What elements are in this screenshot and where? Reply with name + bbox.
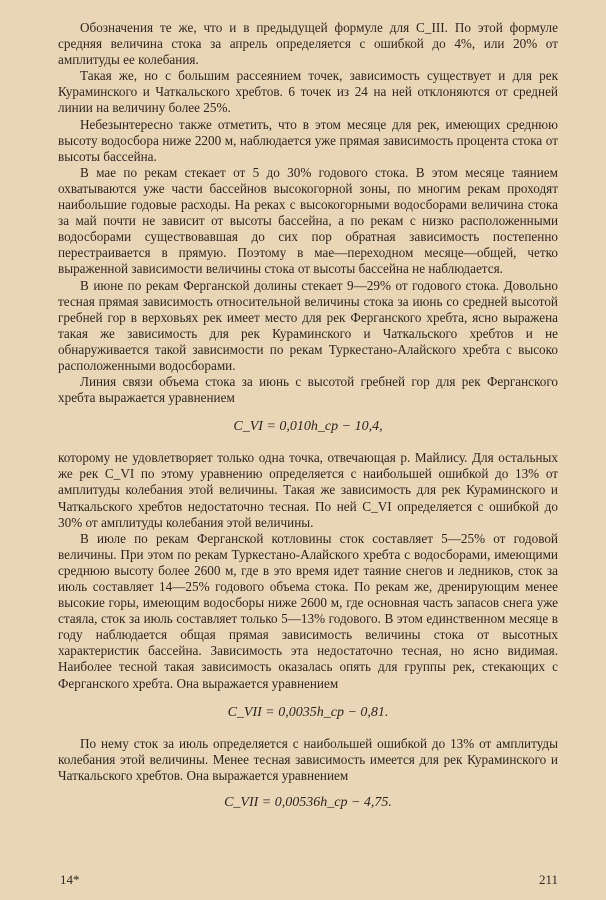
paragraph: По нему сток за июль определяется с наибольшей ошибкой до 13% от амплитуды колебания этой величины. Менее тесная зависимость имеется для рек Кураминского и Чаткальского хребтов. Она выражается уравнением bbox=[58, 735, 558, 783]
paragraph: Небезынтересно также отметить, что в этом месяце для рек, имеющих среднюю высоту водосбора ниже 2200 м, наблюдается уже прямая зависимость процента стока от высоты бассейна. bbox=[58, 116, 558, 164]
page-number: 211 bbox=[538, 872, 558, 887]
paragraph: В июне по рекам Ферганской долины стекает 9—29% от годового стока. Довольно тесная прямая зависимость относительной величины стока за июнь со средней высотой гребней гор в верховьях рек имеет место для рек Ферганского хребта, ясно выражена такая же зависимость для рек Кураминского и Чаткальского хребтов и не обнаруживается такой зависимости по рекам Туркестано-Алайского хребта с высоко расположенными водосборами. bbox=[58, 277, 558, 373]
formula: C_VI = 0,010h_ср − 10,4, bbox=[233, 419, 383, 435]
formula: C_VII = 0,00536h_ср − 4,75. bbox=[224, 794, 392, 810]
paragraph: В июле по рекам Ферганской котловины сток составляет 5—25% от годовой величины. При этом по рекам Туркестано-Алайского хребта с водосборами, имеющими среднюю высоту более 2600 м, где в это время идет таяние снегов и ледников, сток за июль составляет 14—25% годового объема стока. По рекам же, дренирующим менее высокие горы, имеющим водосборы ниже 2600 м, где основная часть запасов снега уже стаяла, сток за июль составляет только 5—13% годового. В этом единственном месяце в году наблюдается общая прямая зависимость величины стока от высотных характеристик бассейна. Зависимость эта недостаточно тесная, но ясно видимая. Наиболее тесной такая зависимость оказалась опять для группы рек, стекающих с Ферганского хребта. Она выражается уравнением bbox=[58, 530, 558, 691]
paragraph: В мае по рекам стекает от 5 до 30% годового стока. В этом месяце таянием охватываются уже части бассейнов высокогорной зоны, по многим рекам проходят наибольшие годовые расходы. На реках с высокогорными водосборами величина стока за май почти не зависит от высоты бассейна, а по рекам с низко расположенными водосборами существовавшая до сих пор обратная зависимость постепенно перестраивается в прямую. Поэтому в мае—переходном месяце—общей, четко выраженной зависимости величины стока от высоты бассейна не наблюдается. bbox=[58, 164, 558, 277]
signature-mark: 14* bbox=[60, 872, 80, 887]
paragraph: которому не удовлетворяет только одна точка, отвечающая р. Майлису. Для остальных же рек C_VI по этому уравнению определяется с наибольшей ошибкой до 13% от амплитуды колебания этой величины. Такая же зависимость для рек Кураминского и Чаткальского хребтов недостаточно тесная. По ней C_VI определяется с ошибкой до 30% от амплитуды колебания этой величины. bbox=[58, 450, 558, 530]
body-text bbox=[58, 20, 558, 812]
paragraph: Линия связи объема стока за июнь с высотой гребней гор для рек Ферганского хребта выражается уравнением bbox=[58, 374, 558, 406]
paragraph: Такая же, но с большим рассеянием точек, зависимость существует и для рек Кураминского и Чаткальского хребтов. 6 точек из 24 на ней отклоняются от средней линии на величину более 25%. bbox=[58, 68, 558, 116]
paragraph: Обозначения те же, что и в предыдущей формуле для C_III. По этой формуле средняя величина стока за апрель определяется с ошибкой до 4%, или 20% от амплитуды ее колебания. bbox=[58, 20, 558, 68]
formula: C_VII = 0,0035h_ср − 0,81. bbox=[227, 704, 389, 720]
